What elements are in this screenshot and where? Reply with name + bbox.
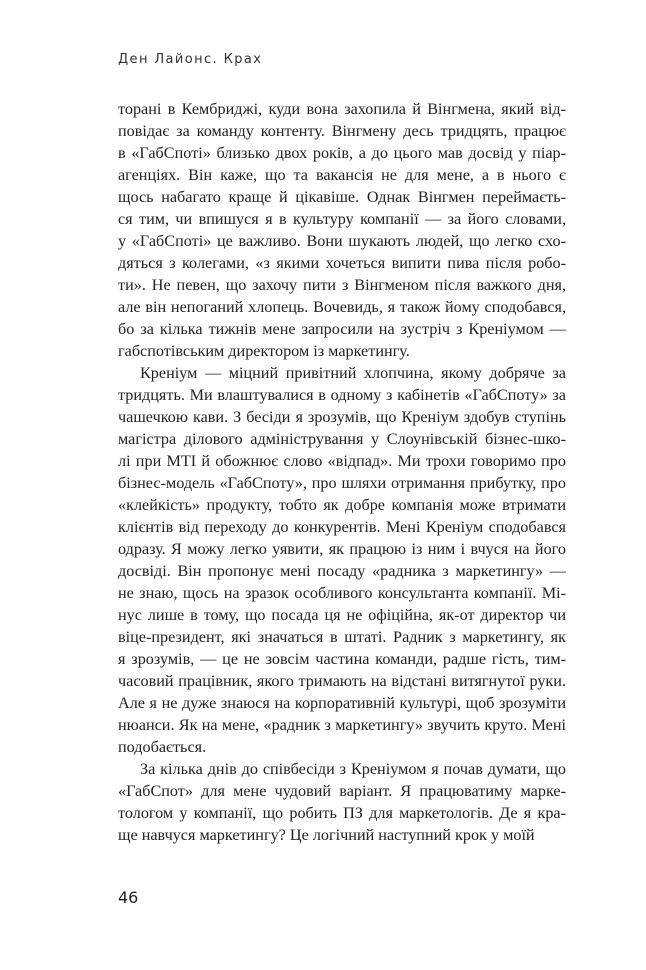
text-line: повідає за команду контенту. Вінгмену десь тридцять, працює bbox=[118, 122, 566, 140]
text-line: «ГабСпот» для мене чудовий варіант. Я працюватиму марке- bbox=[118, 782, 566, 800]
body-text bbox=[118, 98, 566, 846]
text-line: досвіді. Він пропонує мені посаду «радника з маркетингу» — bbox=[118, 562, 566, 580]
text-line: в «ГабСпоті» близько двох років, а до цього мав досвід у піар- bbox=[118, 144, 566, 162]
text-line: не знаю, щось на зразок особливого консультанта компанії. Мі- bbox=[118, 584, 566, 602]
text-line: ся тим, чи впишуся я в культуру компанії — за його словами, bbox=[118, 210, 566, 228]
text-line: одразу. Я можу легко уявити, як працюю із ним і вчуся на його bbox=[118, 540, 566, 558]
text-line: агенціях. Він каже, що та вакансія не для мене, а в нього є bbox=[118, 166, 566, 184]
text-line: я зрозумів, — це не зовсім частина команди, радше гість, тим- bbox=[118, 650, 566, 668]
text-line: але він непоганий хлопець. Вочевидь, я також йому сподобався, bbox=[118, 298, 566, 316]
text-line: чашечкою кави. З бесіди я зрозумів, що Креніум здобув ступінь bbox=[118, 408, 566, 426]
text-line: тридцять. Ми влаштувалися в одному з кабінетів «ГабСпоту» за bbox=[118, 386, 566, 404]
text-line: ти». Не певен, що захочу пити з Вінгменом після важкого дня, bbox=[118, 276, 566, 294]
text-line: габспотівським директором із маркетингу. bbox=[118, 342, 410, 360]
text-line: торані в Кембриджі, куди вона захопила й Вінгмена, який від- bbox=[118, 100, 566, 118]
page-number: 46 bbox=[118, 888, 139, 907]
text-line: нус лише в тому, що посада ця не офіційна, як-от директор чи bbox=[118, 606, 566, 624]
text-line: Але я не дуже знаюся на корпоративній культурі, щоб зрозуміти bbox=[118, 694, 566, 712]
running-header: Ден Лайонс. Крах bbox=[118, 52, 263, 67]
text-line: Креніум — міцний привітний хлопчина, якому добряче за bbox=[140, 364, 566, 382]
text-line: нюанси. Як на мене, «радник з маркетингу» звучить круто. Мені bbox=[118, 716, 566, 734]
text-line: бізнес-модель «ГабСпоту», про шляхи отримання прибутку, про bbox=[118, 474, 566, 492]
paragraph bbox=[118, 98, 566, 362]
text-line: ще навчуся маркетингу? Це логічний наступний крок у моїй bbox=[118, 826, 535, 844]
text-line: віце-президент, які значаться в штаті. Радник з маркетингу, як bbox=[118, 628, 566, 646]
text-line: часовий працівник, якого тримають на відстані витягнутої руки. bbox=[118, 672, 566, 690]
text-line: За кілька днів до співбесіди з Креніумом я почав думати, що bbox=[140, 760, 566, 778]
text-line: дяться з колегами, «з якими хочеться випити пива після робо- bbox=[118, 254, 566, 272]
text-line: лі при МТІ й обожнює слово «відпад». Ми трохи говоримо про bbox=[118, 452, 566, 470]
paragraph bbox=[118, 758, 566, 846]
text-line: щось набагато краще й цікавіше. Однак Вінгмен переймаєть- bbox=[118, 188, 566, 206]
text-line: магістра ділового адміністрування у Слоунівській бізнес-шко- bbox=[118, 430, 566, 448]
text-line: «клейкість» продукту, тобто як добре компанія може втримати bbox=[118, 496, 566, 514]
text-line: клієнтів від переходу до конкурентів. Мені Креніум сподобався bbox=[118, 518, 566, 536]
text-line: у «ГабСпоті» це важливо. Вони шукають людей, що легко схо- bbox=[118, 232, 566, 250]
text-line: бо за кілька тижнів мене запросили на зустріч з Креніумом — bbox=[118, 320, 566, 338]
paragraph bbox=[118, 362, 566, 758]
text-line: тологом у компанії, що робить ПЗ для маркетологів. Де я кра- bbox=[118, 804, 566, 822]
text-line: подобається. bbox=[118, 738, 207, 756]
